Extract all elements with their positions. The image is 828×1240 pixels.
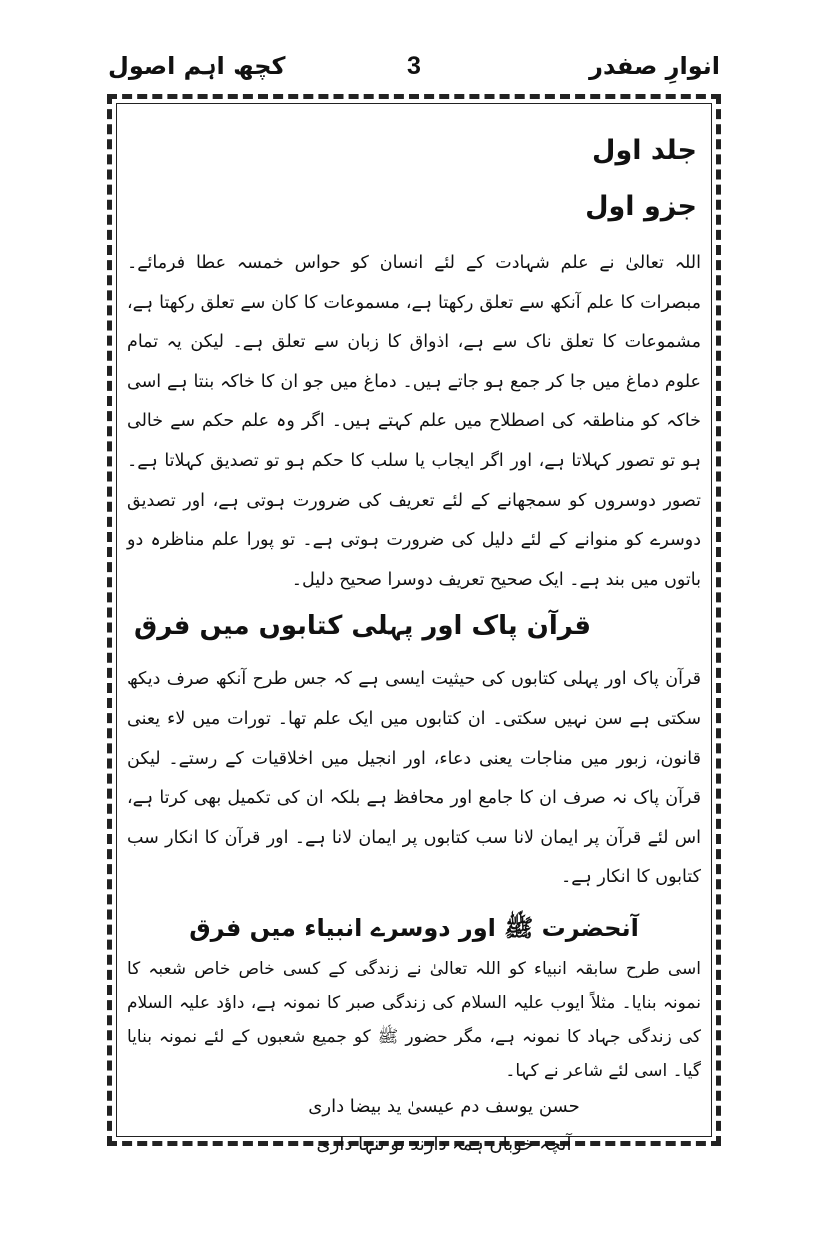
verse-line: آنچہ خوباں ہمہ دارند تو تنہا داری [316,1133,572,1155]
prophet-diff-heading: آنحضرت ﷺ اور دوسرے انبیاء میں فرق [189,913,639,942]
page-header [108,52,720,92]
quran-books-heading: قرآن پاک اور پہلی کتابوں میں فرق [133,611,591,642]
volume-heading: جلد اول [592,135,697,166]
section-title: کچھ اہم اصول [108,52,286,80]
book-title: انوارِ صفدر [589,52,720,80]
paragraph-prophets: اسی طرح سابقہ انبیاء کو اللہ تعالیٰ نے زندگی کے کسی خاص خاص شعبہ کا نمونہ بنایا۔ مثلاً ایوب علیہ السلام کی زندگی صبر کا نمونہ ہے، داؤد علیہ السلام کی زندگی جہاد کا نمونہ ہے، مگر حضور ﷺ کو جمیع شعبوں کے لئے نمونہ بنایا گیا۔ اسی لئے شاعر نے کہا۔ [127,958,701,1081]
page-number: 3 [407,52,421,80]
paragraph-quran: قرآن پاک اور پہلی کتابوں کی حیثیت ایسی ہے کہ جس طرح آنکھ صرف دیکھ سکتی ہے سن نہیں سکتی۔ ان کتابوں میں ایک علم تھا۔ تورات میں لاء یعنی قانون، زبور میں مناجات یعنی دعاء، اور انجیل میں اخلاقیات کے رستے۔ لیکن قرآن پاک نہ صرف ان کا جامع اور محافظ ہے بلکہ ان کی تکمیل بھی کرتا ہے، اس لئے قرآن پر ایمان لانا سب کتابوں پر ایمان لانا ہے۔ اور قرآن کا انکار سب کتابوں کا انکار ہے۔ [127,669,701,888]
part-heading: جزو اول [585,191,697,222]
verse-line: حسن یوسف دم عیسیٰ ید بیضا داری [308,1095,580,1117]
paragraph-senses: اللہ تعالیٰ نے علم شہادت کے لئے انسان کو حواس خمسہ عطا فرمائے۔ مبصرات کا علم آنکھ سے تعلق رکھتا ہے، مسموعات کا کان سے تعلق رکھتا ہے، مشموعات کا تعلق ناک سے ہے، اذواق کا زبان سے تعلق ہے۔ لیکن یہ تمام علوم دماغ میں جا کر جمع ہو جاتے ہیں۔ دماغ میں جو ان کا خاکہ بنتا ہے اسی خاکہ کو مناطقہ کی اصطلاح میں علم کہتے ہیں۔ اگر وہ علم حکم سے خالی ہو تو تصور کہلاتا ہے، اور اگر ایجاب یا سلب کا حکم ہو تو تصدیق کہلاتا ہے۔ تصور دوسروں کو سمجھانے کے لئے تعریف کی ضرورت ہوتی ہے، اور تصدیق دوسرے کو منوانے کے لئے دلیل کی ضرورت ہوتی ہے۔ تو پورا علم مناظرہ دو باتوں میں بند ہے۔ ایک صحیح تعریف دوسرا صحیح دلیل۔ [127,253,701,590]
page-border [107,94,721,1155]
page-content [116,103,712,1155]
